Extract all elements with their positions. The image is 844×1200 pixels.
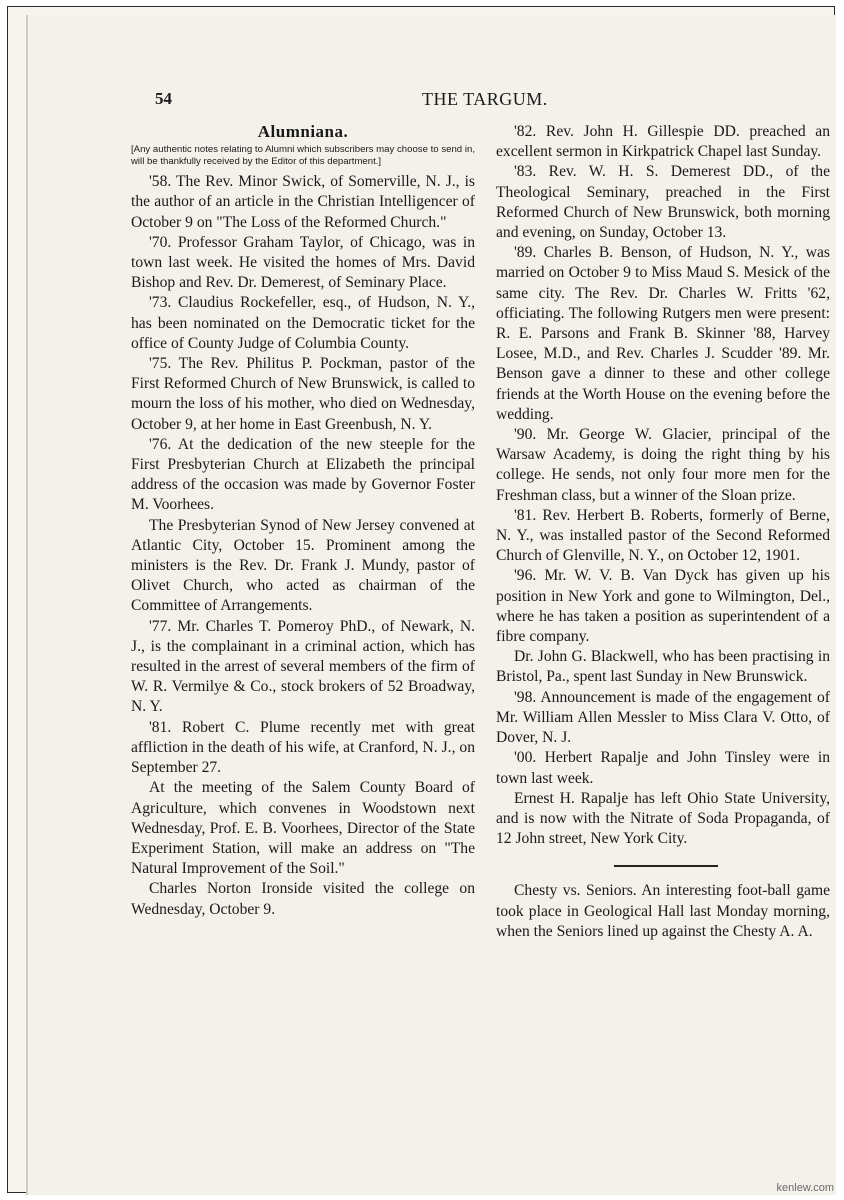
alumni-entry: '96. Mr. W. V. B. Van Dyck has given up his position in New York and gone to Wilmington, Del., where he has taken a position as superintendent of a fibre company. [496, 567, 830, 646]
alumni-entry: '77. Mr. Charles T. Pomeroy PhD., of Newark, N. J., is the complainant in a criminal action, which has resulted in the arrest of several members of the firm of W. R. Vermilye & Co., stock brokers of 52 Broadway, N. Y. [131, 617, 475, 716]
alumni-entry: '81. Robert C. Plume recently met with great affliction in the death of his wife, at Cranford, N. J., on September 27. [131, 718, 475, 777]
alumni-entry: '58. The Rev. Minor Swick, of Somerville, N. J., is the author of an article in the Christian Intelligencer of October 9 on "The Loss of the Reformed Church." [131, 173, 475, 231]
right-column [496, 122, 830, 942]
alumni-entry: '98. Announcement is made of the engagement of Mr. William Allen Messler to Miss Clara V. Otto, of Dover, N. J. [496, 688, 830, 747]
journal-title: THE TARGUM. [422, 89, 548, 109]
alumni-entry: '75. The Rev. Philitus P. Pockman, pastor of the First Reformed Church of New Brunswick, is called to mourn the loss of his mother, who died on Wednesday, October 9, at her home in East Greenbush, N. Y. [131, 355, 475, 433]
alumni-entry: Ernest H. Rapalje has left Ohio State University, and is now with the Nitrate of Soda Propaganda, of 12 John street, New York City. [496, 789, 830, 848]
alumni-entry: '73. Claudius Rockefeller, esq., of Hudson, N. Y., has been nominated on the Democratic ticket for the office of County Judge of Columbia County. [131, 294, 475, 352]
section-divider [614, 865, 718, 867]
alumni-entry: Charles Norton Ironside visited the college on Wednesday, October 9. [131, 880, 475, 918]
alumni-entry: The Presbyterian Synod of New Jersey convened at Atlantic City, October 15. Prominent among the ministers is the Rev. Dr. Frank J. Mundy, pastor of Olivet Church, who acted as chairman of the Committee of Arrangements. [131, 516, 475, 615]
editor-note: [Any authentic notes relating to Alumni which subscribers may choose to send in, will be thankfully received by the Editor of this department.] [131, 144, 475, 168]
left-column [131, 122, 475, 920]
alumni-entry: '81. Rev. Herbert B. Roberts, formerly of Berne, N. Y., was installed pastor of the Second Reformed Church of Glenville, N. Y., on October 12, 1901. [496, 506, 830, 565]
alumni-entry: At the meeting of the Salem County Board of Agriculture, which convenes in Woodstown next Wednesday, Prof. E. B. Voorhees, Director of the State Experiment Station, will make an address on "The Natural Improvement of the Soil." [131, 779, 475, 878]
news-item: Chesty vs. Seniors. An interesting foot-ball game took place in Geological Hall last Monday morning, when the Seniors lined up against the Chesty A. A. [496, 882, 830, 940]
alumni-entry: Dr. John G. Blackwell, who has been practising in Bristol, Pa., spent last Sunday in New Brunswick. [496, 648, 830, 686]
alumni-entry: '83. Rev. W. H. S. Demerest DD., of the Theological Seminary, preached in the First Reformed Church of New Brunswick, both morning and evening, on Sunday, October 13. [496, 163, 830, 242]
alumni-entry: '90. Mr. George W. Glacier, principal of the Warsaw Academy, is doing the right thing by his college. He sends, not only four more men for the Freshman class, but a winner of the Sloan prize. [496, 426, 830, 504]
alumni-entry: '82. Rev. John H. Gillespie DD. preached an excellent sermon in Kirkpatrick Chapel last Sunday. [496, 123, 830, 161]
watermark: kenlew.com [776, 1182, 834, 1194]
alumni-entry: '89. Charles B. Benson, of Hudson, N. Y., was married on October 9 to Miss Maud S. Mesick of the same city. The Rev. Dr. Charles W. Fritts '62, officiating. The following Rutgers men were present: R. E. Parsons and Frank B. Skinner '88, Harvey Losee, M.D., and Rev. Charles J. Scudder '89. Mr. Benson gave a dinner to these and other college friends at the Worth House on the evening before the wedding. [496, 244, 830, 423]
alumni-entry: '76. At the dedication of the new steeple for the First Presbyterian Church at Elizabeth the principal address of the occasion was made by Governor Foster M. Voorhees. [131, 435, 475, 514]
page-number: 54 [155, 89, 172, 108]
alumni-entry: '00. Herbert Rapalje and John Tinsley were in town last week. [496, 749, 830, 787]
page-header [155, 89, 555, 111]
section-title: Alumniana. [257, 122, 349, 141]
alumni-entry: '70. Professor Graham Taylor, of Chicago, was in town last week. He visited the homes of Mrs. David Bishop and Rev. Dr. Demerest, of Seminary Place. [131, 233, 475, 292]
